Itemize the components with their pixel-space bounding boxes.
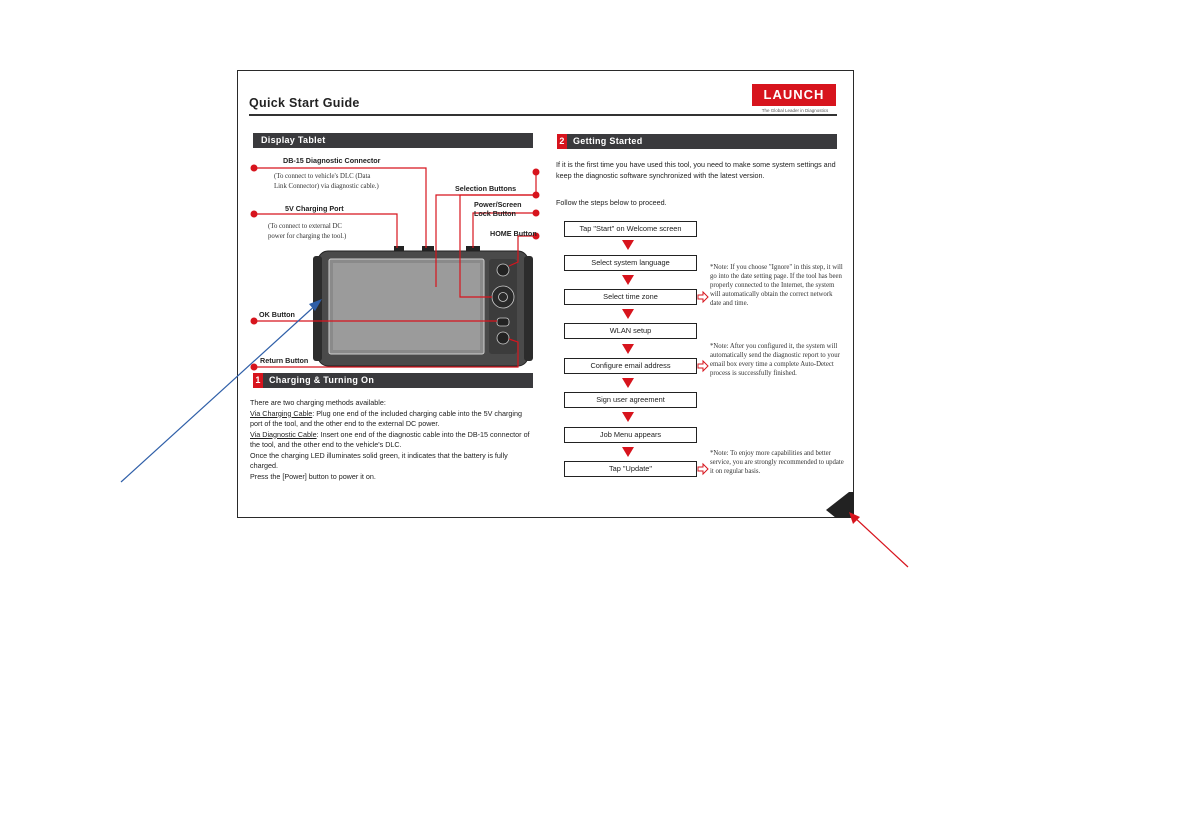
charging-cable-paragraph (250, 409, 534, 430)
selection-callout-dot (533, 192, 540, 199)
db15-note-1: (To connect to vehicle's DLC (Data (274, 173, 371, 180)
power-callout-dot (533, 210, 540, 217)
red-pointer-line (853, 516, 908, 567)
step-box: Select system language (564, 255, 697, 271)
home-button-label: HOME Button (490, 229, 537, 238)
step-box: Tap "Start" on Welcome screen (564, 221, 697, 237)
display-tablet-heading-text: Display Tablet (261, 135, 326, 145)
power-button (497, 264, 509, 276)
return-callout-dot (251, 364, 258, 371)
getting-started-heading-text: Getting Started (573, 136, 643, 146)
note-arrow-timezone (698, 292, 708, 302)
power-label-2: Lock Button (474, 209, 516, 218)
tablet-right-bumper (524, 256, 533, 361)
page-title: Quick Start Guide (249, 96, 360, 110)
flow-arrow-1 (622, 240, 634, 250)
screen-callout-dot (533, 169, 540, 176)
getting-started-follow: Follow the steps below to proceed. (556, 198, 667, 207)
launch-logo: LAUNCH (752, 84, 836, 106)
charging-section-number: 1 (253, 373, 263, 388)
charging-body (250, 398, 534, 482)
return-button-label: Return Button (260, 356, 309, 365)
flow-arrow-7 (622, 447, 634, 457)
charging-callout-line (255, 214, 397, 248)
note-arrow-email (698, 361, 708, 371)
charging-callout-dot (251, 211, 258, 218)
db15-label: DB-15 Diagnostic Connector (283, 156, 381, 165)
return-button (497, 332, 509, 344)
power-label-1: Power/Screen (474, 200, 522, 209)
charging-heading-text: Charging & Turning On (269, 375, 375, 385)
ok-button-label: OK Button (259, 310, 295, 319)
charging-led-text: Once the charging LED illuminates solid green, it indicates that the battery is fully charged. (250, 450, 508, 470)
ok-callout-dot (251, 318, 258, 325)
charging-note-1: (To connect to external DC (268, 223, 342, 230)
diagnostic-cable-label: Via Diagnostic Cable (250, 429, 317, 439)
diagnostic-cable-paragraph (250, 430, 534, 451)
step-box: Configure email address (564, 358, 697, 374)
flow-arrow-4 (622, 344, 634, 354)
flow-arrow-5 (622, 378, 634, 388)
ok-button (499, 293, 508, 302)
charging-heading (253, 373, 533, 388)
note-email: *Note: After you configured it, the system will automatically send the diagnostic report to your email box every time a complete Auto-Detect process is successfully finished. (710, 343, 840, 377)
tablet-screen-inner (333, 263, 480, 350)
logo-tagline: The Global Leader in Diagnostics (761, 108, 829, 113)
getting-started-heading (557, 134, 837, 149)
charging-cable-text: : Plug one end of the included charging cable into the 5V charging port of the tool, and the other end to the external DC power. (250, 408, 522, 428)
note-ignore: *Note: If you choose "Ignore" in this step, it will go into the date setting page. If the tool has been properly connected to the Internet, the system will automatically obtain the correct network date and time. (710, 264, 843, 307)
diagnostic-cable-text: : Insert one end of the diagnostic cable into the DB-15 connector of the tool, and the other end to the vehicle's DLC. (250, 429, 530, 449)
charging-port-shape (394, 246, 404, 251)
db15-callout-dot (251, 165, 258, 172)
flow-arrow-2 (622, 275, 634, 285)
charging-note-2: power for charging the tool.) (268, 233, 347, 240)
getting-started-intro: If it is the first time you have used this tool, you need to make some system settings and keep the diagnostic software synchronized with the latest version. (556, 160, 836, 180)
step-box: Job Menu appears (564, 427, 697, 443)
step-box: Tap "Update" (564, 461, 697, 477)
note-arrow-update (698, 464, 708, 474)
step-box: WLAN setup (564, 323, 697, 339)
charging-cable-label: Via Charging Cable (250, 408, 313, 418)
getting-started-section-number: 2 (557, 134, 567, 149)
selection-buttons-label: Selection Buttons (455, 184, 517, 193)
home-button (497, 318, 509, 326)
step-box: Select time zone (564, 289, 697, 305)
charging-port-label: 5V Charging Port (285, 204, 344, 213)
power-on-text: Press the [Power] button to power it on. (250, 471, 376, 481)
step-box: Sign user agreement (564, 392, 697, 408)
db15-note-2: Link Connector) via diagnostic cable.) (274, 183, 379, 190)
flow-arrow-6 (622, 412, 634, 422)
db15-connector-shape (422, 246, 434, 251)
flow-arrow-3 (622, 309, 634, 319)
note-update: *Note: To enjoy more capabilities and better service, you are strongly recommended to update it on regular basis. (710, 450, 844, 475)
charging-intro: There are two charging methods available: (250, 398, 386, 407)
